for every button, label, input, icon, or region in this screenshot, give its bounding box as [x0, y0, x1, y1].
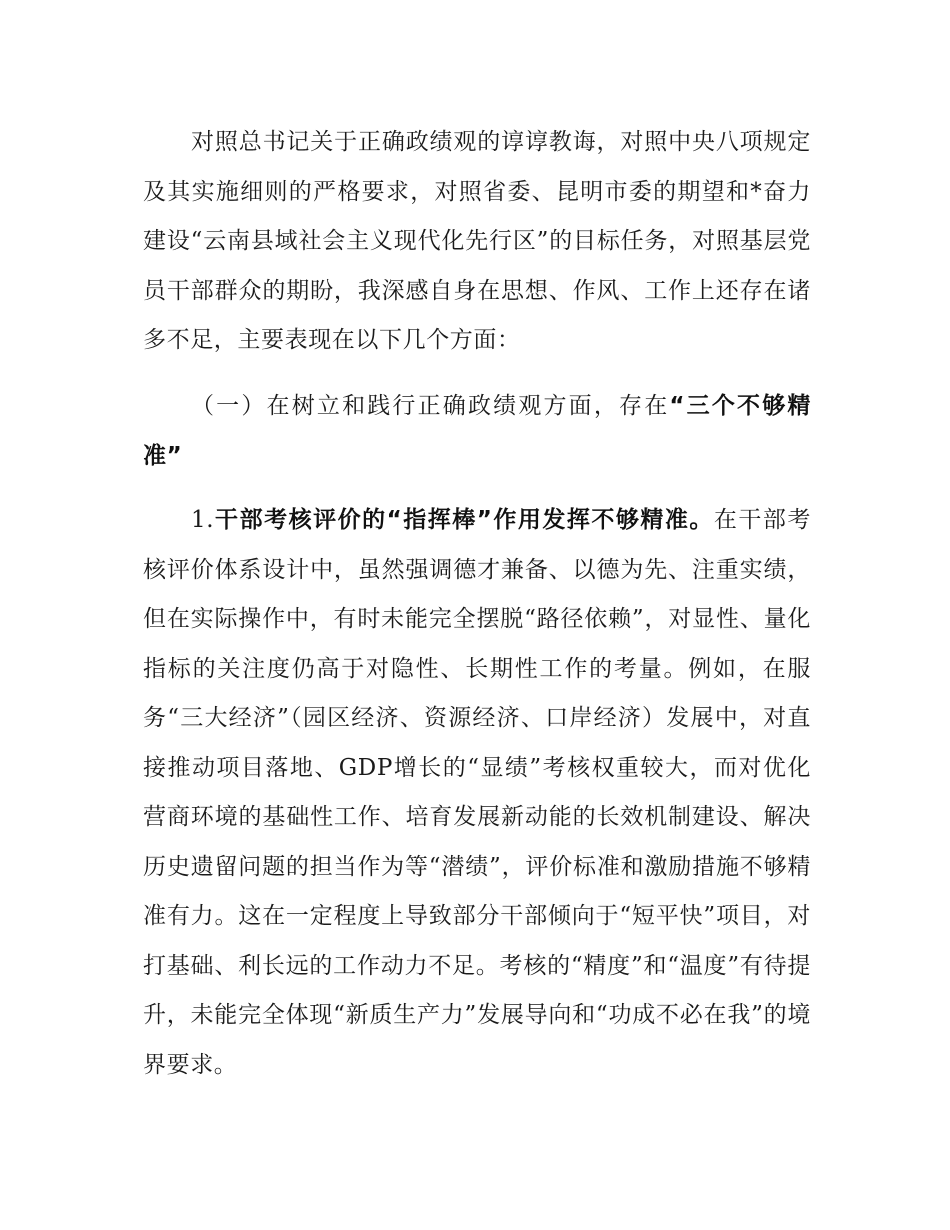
- item-paragraph: [143, 496, 811, 1090]
- item-number: 1.: [191, 507, 215, 533]
- section-heading: [143, 382, 811, 481]
- intro-paragraph: 对照总书记关于正确政绩观的谆谆教诲，对照中央八项规定及其实施细则的严格要求，对照省委、昆明市委的期望和*奋力建设“云南县域社会主义现代化先行区”的目标任务，对照基层党员干部群众的期盼，我深感自身在思想、作风、工作上还存在诸多不足，主要表现在以下几个方面：: [143, 129, 811, 353]
- section-heading-emphasis: “三个不够精准”: [143, 393, 811, 469]
- item-body: 在干部考核评价体系设计中，虽然强调德才兼备、以德为先、注重实绩，但在实际操作中，有时未能完全摆脱“路径依赖”，对显性、量化指标的关注度仍高于对隐性、长期性工作的考量。例如，在服务“三大经济”（园区经济、资源经济、口岸经济）发展中，对直接推动项目落地、GDP增长的“显绩”考核权重较大，而对优化营商环境的基础性工作、培育发展新动能的长效机制建设、解决历史遗留问题的担当作为等“潜绩”，评价标准和激励措施不够精准有力。这在一定程度上导致部分干部倾向于“短平快”项目，对打基础、利长远的工作动力不足。考核的“精度”和“温度”有待提升，未能完全体现“新质生产力”发展导向和“功成不必在我”的境界要求。: [143, 507, 811, 1078]
- item-title: 干部考核评价的“指挥棒”作用发挥不够精准。: [214, 507, 714, 533]
- section-heading-prefix: （一）在树立和践行正确政绩观方面，存在: [191, 393, 670, 419]
